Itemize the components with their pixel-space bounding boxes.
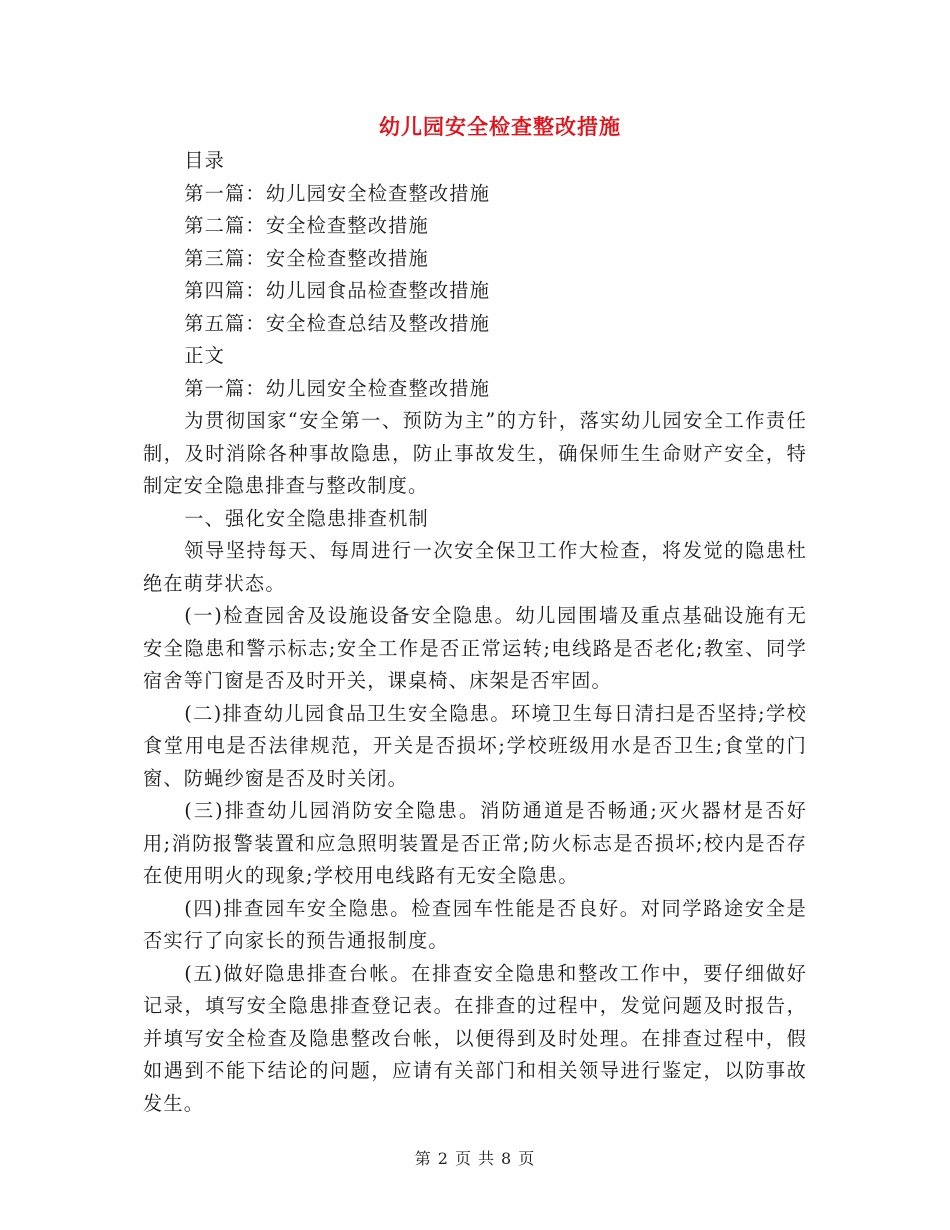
footer-prefix: 第 [414, 1149, 432, 1168]
footer-middle: 页 共 [454, 1149, 496, 1168]
section-heading: 一、强化安全隐患排查机制 [184, 506, 429, 530]
paragraph-item-2: (二)排查幼儿园食品卫生安全隐患。环境卫生每日清扫是否坚持;学校食堂用电是否法律规范，开关是否损坏;学校班级用水是否卫生;食堂的门窗、防蝇纱窗是否及时关闭。 [143, 701, 807, 790]
toc-item-1: 第一篇：幼儿园安全检查整改措施 [184, 181, 491, 205]
chapter-title: 第一篇：幼儿园安全检查整改措施 [184, 376, 491, 400]
paragraph-item-5: (五)做好隐患排查台帐。在排查安全隐患和整改工作中，要仔细做好记录，填写安全隐患排查登记表。在排查的过程中，发觉问题及时报告，并填写安全检查及隐患整改台帐，以便得到及时处理。在排查过程中，假如遇到不能下结论的问题，应请有关部门和相关领导进行鉴定，以防事故发生。 [143, 961, 807, 1115]
toc-heading: 目录 [184, 149, 226, 172]
footer-suffix: 页 [518, 1149, 536, 1168]
document-title: 幼儿园安全检查整改措施 [379, 114, 621, 139]
toc-item-4: 第四篇：幼儿园食品检查整改措施 [184, 279, 491, 302]
document-body [143, 145, 807, 1120]
toc-item-3: 第三篇：安全检查整改措施 [184, 246, 429, 270]
paragraph-item-1: (一)检查园舍及设施设备安全隐患。幼儿园围墙及重点基础设施有无安全隐患和警示标志;安全工作是否正常运转;电线路是否老化;教室、同学宿舍等门窗是否及时开关，课桌椅、床架是否牢固。 [143, 604, 807, 692]
paragraph-item-4: (四)排查园车安全隐患。检查园车性能是否良好。对同学路途安全是否实行了向家长的预告通报制度。 [143, 896, 807, 952]
page-footer [0, 1146, 950, 1169]
footer-total-pages: 8 [501, 1149, 513, 1168]
paragraph-leadership: 领导坚持每天、每周进行一次安全保卫工作大检查，将发觉的隐患杜绝在萌芽状态。 [143, 539, 807, 595]
paragraph-intro: 为贯彻国家“安全第一、预防为主”的方针，落实幼儿园安全工作责任制，及时消除各种事故隐患，防止事故发生，确保师生生命财产安全，特制定安全隐患排查与整改制度。 [143, 409, 807, 497]
toc-item-2: 第二篇：安全检查整改措施 [184, 214, 429, 237]
toc-item-5: 第五篇：安全检查总结及整改措施 [184, 311, 491, 335]
body-heading: 正文 [184, 344, 226, 367]
paragraph-item-3: (三)排查幼儿园消防安全隐患。消防通道是否畅通;灭火器材是否好用;消防报警装置和应急照明装置是否正常;防火标志是否损坏;校内是否存在使用明火的现象;学校用电线路有无安全隐患。 [143, 799, 807, 887]
footer-current-page: 2 [437, 1149, 449, 1168]
